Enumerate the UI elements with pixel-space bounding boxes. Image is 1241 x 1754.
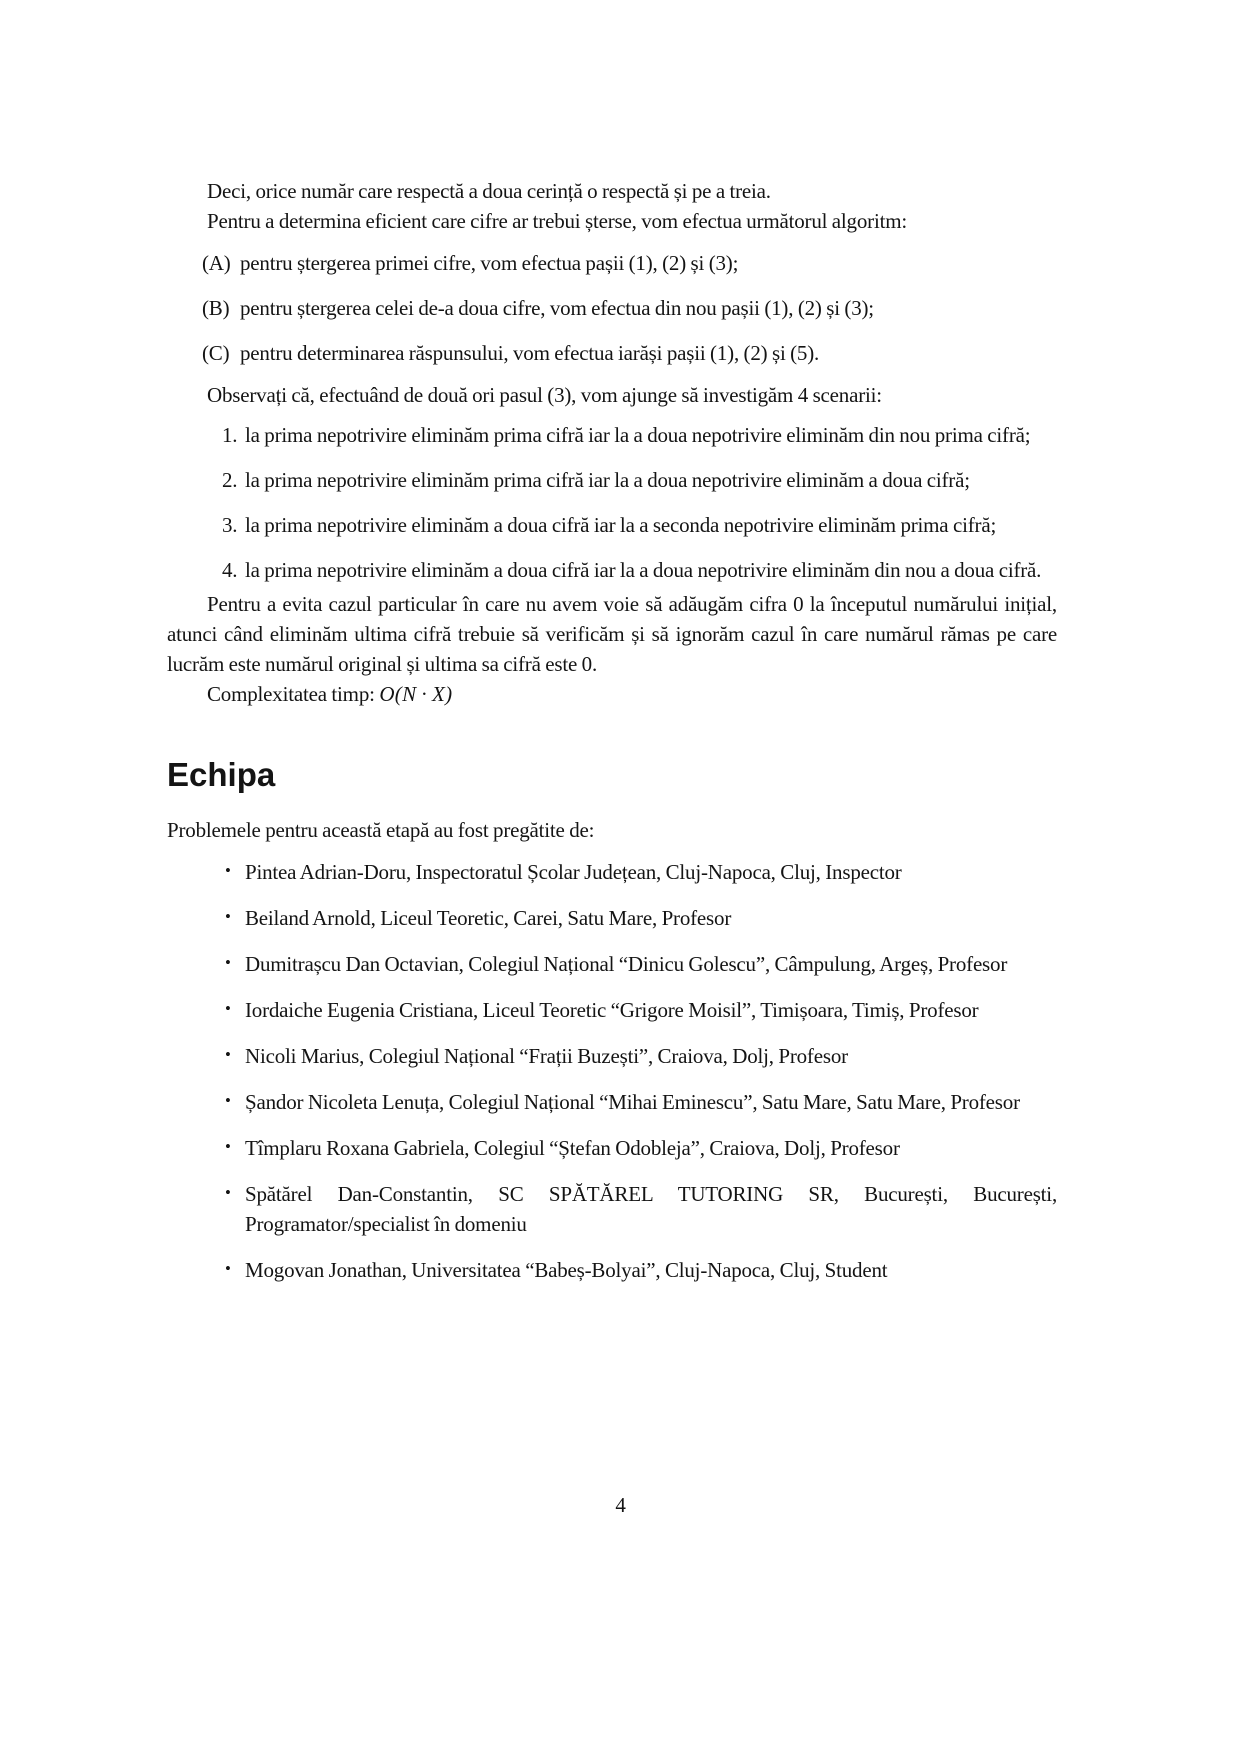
team-member-item xyxy=(167,1255,1057,1285)
scenario-item-4 xyxy=(167,555,1057,585)
team-member-text: Dumitrașcu Dan Octavian, Colegiul Național “Dinicu Golescu”, Câmpulung, Argeș, Profesor xyxy=(245,952,1008,976)
team-member-text: Beiland Arnold, Liceul Teoretic, Carei, Satu Mare, Profesor xyxy=(245,906,732,930)
team-member-item xyxy=(167,995,1057,1025)
scenario-item-text: la prima nepotrivire eliminăm a doua cifră iar la a seconda nepotrivire eliminăm prima cifră; xyxy=(245,513,997,537)
bullet-icon: • xyxy=(225,907,231,926)
bullet-icon: • xyxy=(225,999,231,1018)
bullet-icon: • xyxy=(225,1045,231,1064)
scenario-item-number: 1. xyxy=(222,423,238,447)
scenarios-list xyxy=(167,420,1057,585)
alpha-item-label: (B) xyxy=(202,296,230,320)
team-list xyxy=(167,857,1057,1285)
bullet-icon: • xyxy=(225,953,231,972)
para-algorithm-intro: Pentru a determina eficient care cifre ar trebui șterse, vom efectua următorul algoritm: xyxy=(207,209,907,233)
main-content xyxy=(167,176,1057,1301)
team-member-text: Tîmplaru Roxana Gabriela, Colegiul “Ștefan Odobleja”, Craiova, Dolj, Profesor xyxy=(245,1136,900,1160)
alpha-item-text: pentru determinarea răspunsului, vom efectua iarăși pașii (1), (2) și (5). xyxy=(240,341,820,365)
team-member-item xyxy=(167,1087,1057,1117)
team-member-item xyxy=(167,1041,1057,1071)
team-member-text: Șandor Nicoleta Lenuța, Colegiul Național “Mihai Eminescu”, Satu Mare, Satu Mare, Profesor xyxy=(245,1090,1020,1114)
team-member-item xyxy=(167,1133,1057,1163)
para-deci: Deci, orice număr care respectă a doua cerință o respectă și pe a treia. xyxy=(207,179,771,203)
alpha-item-text: pentru ștergerea celei de-a doua cifre, vom efectua din nou pașii (1), (2) și (3); xyxy=(240,296,874,320)
scenario-item-2 xyxy=(167,465,1057,495)
complexity-label: Complexitatea timp: xyxy=(207,682,380,706)
para-complexity xyxy=(167,679,1057,709)
team-member-text: Spătărel Dan-Constantin, SC SPĂTĂREL TUTORING SR, București, București, Programator/specialist în domeniu xyxy=(245,1182,1057,1236)
bullet-icon: • xyxy=(225,1091,231,1110)
team-member-text: Nicoli Marius, Colegiul Național “Frații Buzești”, Craiova, Dolj, Profesor xyxy=(245,1044,848,1068)
scenario-item-number: 4. xyxy=(222,558,238,582)
para-team-intro: Problemele pentru această etapă au fost pregătite de: xyxy=(167,818,595,842)
alpha-item-c xyxy=(167,338,1057,368)
team-member-item xyxy=(167,1179,1057,1239)
alpha-item-b xyxy=(167,293,1057,323)
scenario-item-text: la prima nepotrivire eliminăm prima cifră iar la a doua nepotrivire eliminăm a doua cifră; xyxy=(245,468,970,492)
scenario-item-1 xyxy=(167,420,1057,450)
alpha-list xyxy=(167,248,1057,368)
team-member-item xyxy=(167,903,1057,933)
bullet-icon: • xyxy=(225,1183,231,1202)
team-member-text: Iordaiche Eugenia Cristiana, Liceul Teoretic “Grigore Moisil”, Timișoara, Timiș, Profesor xyxy=(245,998,979,1022)
scenario-item-number: 2. xyxy=(222,468,238,492)
para-observatii: Observați că, efectuând de două ori pasul (3), vom ajunge să investigăm 4 scenarii: xyxy=(207,383,882,407)
page-number: 4 xyxy=(615,1493,626,1517)
section-heading-echipa: Echipa xyxy=(167,756,276,793)
para-edge-case: Pentru a evita cazul particular în care nu avem voie să adăugăm cifra 0 la începutul numărului inițial, atunci când eliminăm ultima cifră trebuie să verificăm și să ignorăm cazul în care numărul rămas pe care lucrăm este numărul original și ultima sa cifră este 0. xyxy=(167,592,1057,676)
complexity-math: O(N · X) xyxy=(379,682,453,706)
alpha-item-text: pentru ștergerea primei cifre, vom efectua pașii (1), (2) și (3); xyxy=(240,251,739,275)
alpha-item-a xyxy=(167,248,1057,278)
scenario-item-3 xyxy=(167,510,1057,540)
scenario-item-number: 3. xyxy=(222,513,238,537)
alpha-item-label: (C) xyxy=(202,341,230,365)
bullet-icon: • xyxy=(225,1259,231,1278)
scenario-item-text: la prima nepotrivire eliminăm a doua cifră iar la a doua nepotrivire eliminăm din nou a doua cifră. xyxy=(245,558,1042,582)
alpha-item-label: (A) xyxy=(202,251,231,275)
team-member-text: Pintea Adrian-Doru, Inspectoratul Școlar Județean, Cluj-Napoca, Cluj, Inspector xyxy=(245,860,902,884)
bullet-icon: • xyxy=(225,1137,231,1156)
team-member-item xyxy=(167,857,1057,887)
bullet-icon: • xyxy=(225,861,231,880)
scenario-item-text: la prima nepotrivire eliminăm prima cifră iar la a doua nepotrivire eliminăm din nou prima cifră; xyxy=(245,423,1031,447)
team-member-item xyxy=(167,949,1057,979)
team-member-text: Mogovan Jonathan, Universitatea “Babeș-Bolyai”, Cluj-Napoca, Cluj, Student xyxy=(245,1258,888,1282)
